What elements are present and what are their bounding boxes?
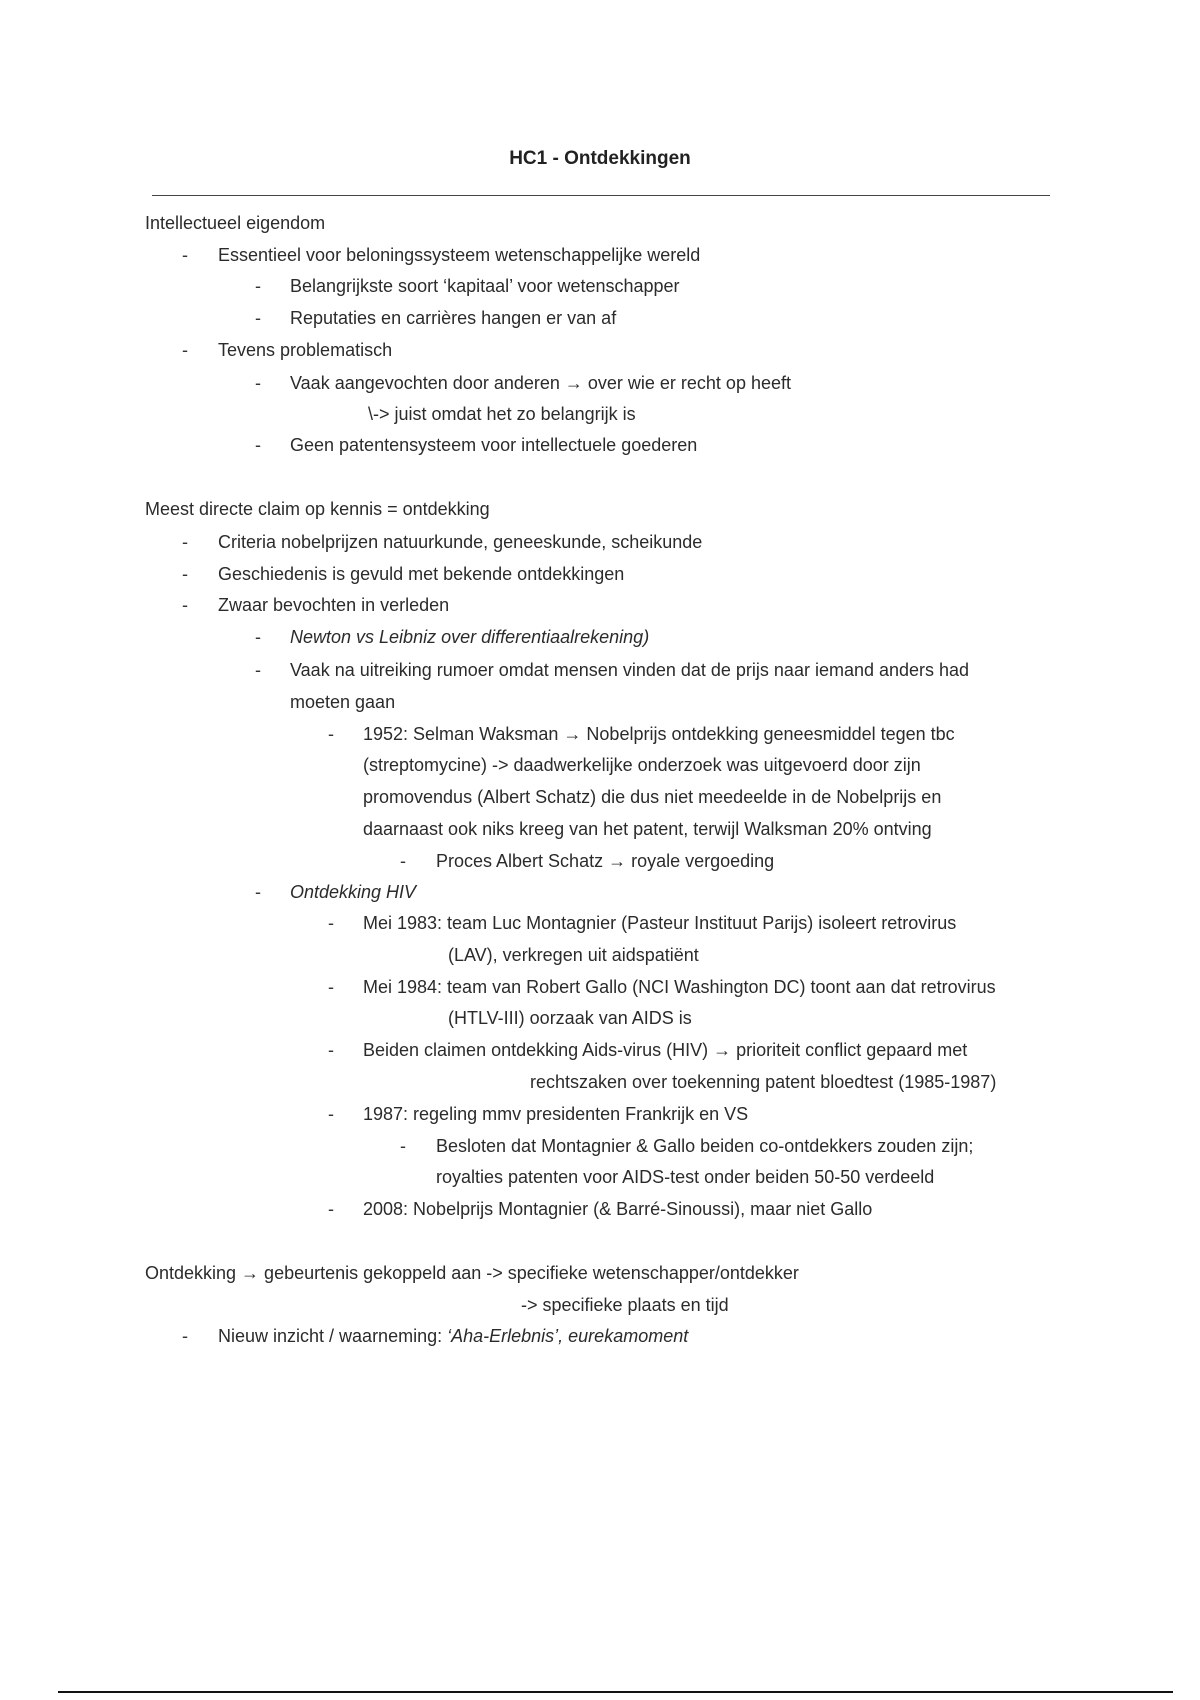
list-item: 2008: Nobelprijs Montagnier (& Barré-Sinoussi), maar niet Gallo (363, 1199, 873, 1219)
list-item-continuation: \-> juist omdat het zo belangrijk is (368, 404, 636, 424)
bullet-dash: - (182, 1326, 188, 1346)
list-item-continuation: royalties patenten voor AIDS-test onder beiden 50-50 verdeeld (436, 1167, 935, 1187)
bullet-dash: - (400, 1136, 406, 1156)
list-item: Vaak aangevochten door anderen → over wie er recht op heeft (290, 373, 791, 393)
list-item: Zwaar bevochten in verleden (218, 595, 450, 615)
bullet-dash: - (255, 660, 261, 680)
list-item: Tevens problematisch (218, 340, 393, 360)
bullet-dash: - (182, 595, 188, 615)
bullet-dash: - (328, 1040, 334, 1060)
bullet-dash: - (400, 851, 406, 871)
title-divider (152, 195, 1050, 196)
list-item: Geen patentensysteem voor intellectuele goederen (290, 435, 698, 455)
list-item: Besloten dat Montagnier & Gallo beiden co-ontdekkers zouden zijn; (436, 1136, 974, 1156)
bullet-dash: - (255, 308, 261, 328)
list-item-continuation: (HTLV-III) oorzaak van AIDS is (448, 1008, 692, 1028)
bullet-dash: - (182, 564, 188, 584)
bullet-dash: - (182, 245, 188, 265)
list-item: Vaak na uitreiking rumoer omdat mensen vinden dat de prijs naar iemand anders had (290, 660, 970, 680)
list-item: Mei 1983: team Luc Montagnier (Pasteur Instituut Parijs) isoleert retrovirus (363, 913, 957, 933)
bullet-dash: - (182, 532, 188, 552)
list-item: Criteria nobelprijzen natuurkunde, geneeskunde, scheikunde (218, 532, 703, 552)
section-heading-intellectueel-eigendom: Intellectueel eigendom (145, 213, 326, 233)
list-item: Beiden claimen ontdekking Aids-virus (HIV) → prioriteit conflict gepaard met (363, 1040, 968, 1060)
list-item: 1987: regeling mmv presidenten Frankrijk en VS (363, 1104, 749, 1124)
section-heading-continuation: -> specifieke plaats en tijd (521, 1295, 729, 1315)
list-item-continuation: daarnaast ook niks kreeg van het patent, terwijl Walksman 20% ontving (363, 819, 932, 839)
bullet-dash: - (255, 882, 261, 902)
list-item-continuation: (streptomycine) -> daadwerkelijke onderzoek was uitgevoerd door zijn (363, 755, 921, 775)
list-item-continuation: moeten gaan (290, 692, 396, 712)
bullet-dash: - (328, 977, 334, 997)
list-item: Belangrijkste soort ‘kapitaal’ voor wetenschapper (290, 276, 680, 296)
bullet-dash: - (328, 913, 334, 933)
section-heading-claim-op-kennis: Meest directe claim op kennis = ontdekking (145, 499, 490, 519)
list-item: 1952: Selman Waksman → Nobelprijs ontdekking geneesmiddel tegen tbc (363, 724, 955, 744)
list-item-text: Nieuw inzicht / waarneming: (218, 1326, 448, 1346)
list-item: Geschiedenis is gevuld met bekende ontdekkingen (218, 564, 625, 584)
list-item-continuation: promovendus (Albert Schatz) die dus niet meedeelde in de Nobelprijs en (363, 787, 942, 807)
list-item: Essentieel voor beloningssysteem wetenschappelijke wereld (218, 245, 701, 265)
list-item: Newton vs Leibniz over differentiaalrekening) (290, 627, 650, 647)
section-heading-ontdekking: Ontdekking → gebeurtenis gekoppeld aan -> specifieke wetenschapper/ontdekker (145, 1263, 799, 1283)
list-item: Ontdekking HIV (290, 882, 417, 902)
bullet-dash: - (328, 724, 334, 744)
list-item (218, 1324, 688, 1348)
list-item-continuation: (LAV), verkregen uit aidspatiënt (448, 945, 699, 965)
page-title: HC1 - Ontdekkingen (509, 148, 691, 169)
bullet-dash: - (328, 1199, 334, 1219)
footer-divider (58, 1691, 1173, 1693)
bullet-dash: - (255, 276, 261, 296)
bullet-dash: - (255, 435, 261, 455)
list-item-continuation: rechtszaken over toekenning patent bloedtest (1985-1987) (530, 1072, 997, 1092)
list-item-italic-text: ‘Aha-Erlebnis’, eurekamoment (447, 1326, 689, 1346)
list-item: Mei 1984: team van Robert Gallo (NCI Washington DC) toont aan dat retrovirus (363, 977, 996, 997)
list-item: Reputaties en carrières hangen er van af (290, 308, 617, 328)
bullet-dash: - (255, 627, 261, 647)
bullet-dash: - (255, 373, 261, 393)
bullet-dash: - (182, 340, 188, 360)
list-item: Proces Albert Schatz → royale vergoeding (436, 851, 775, 871)
bullet-dash: - (328, 1104, 334, 1124)
